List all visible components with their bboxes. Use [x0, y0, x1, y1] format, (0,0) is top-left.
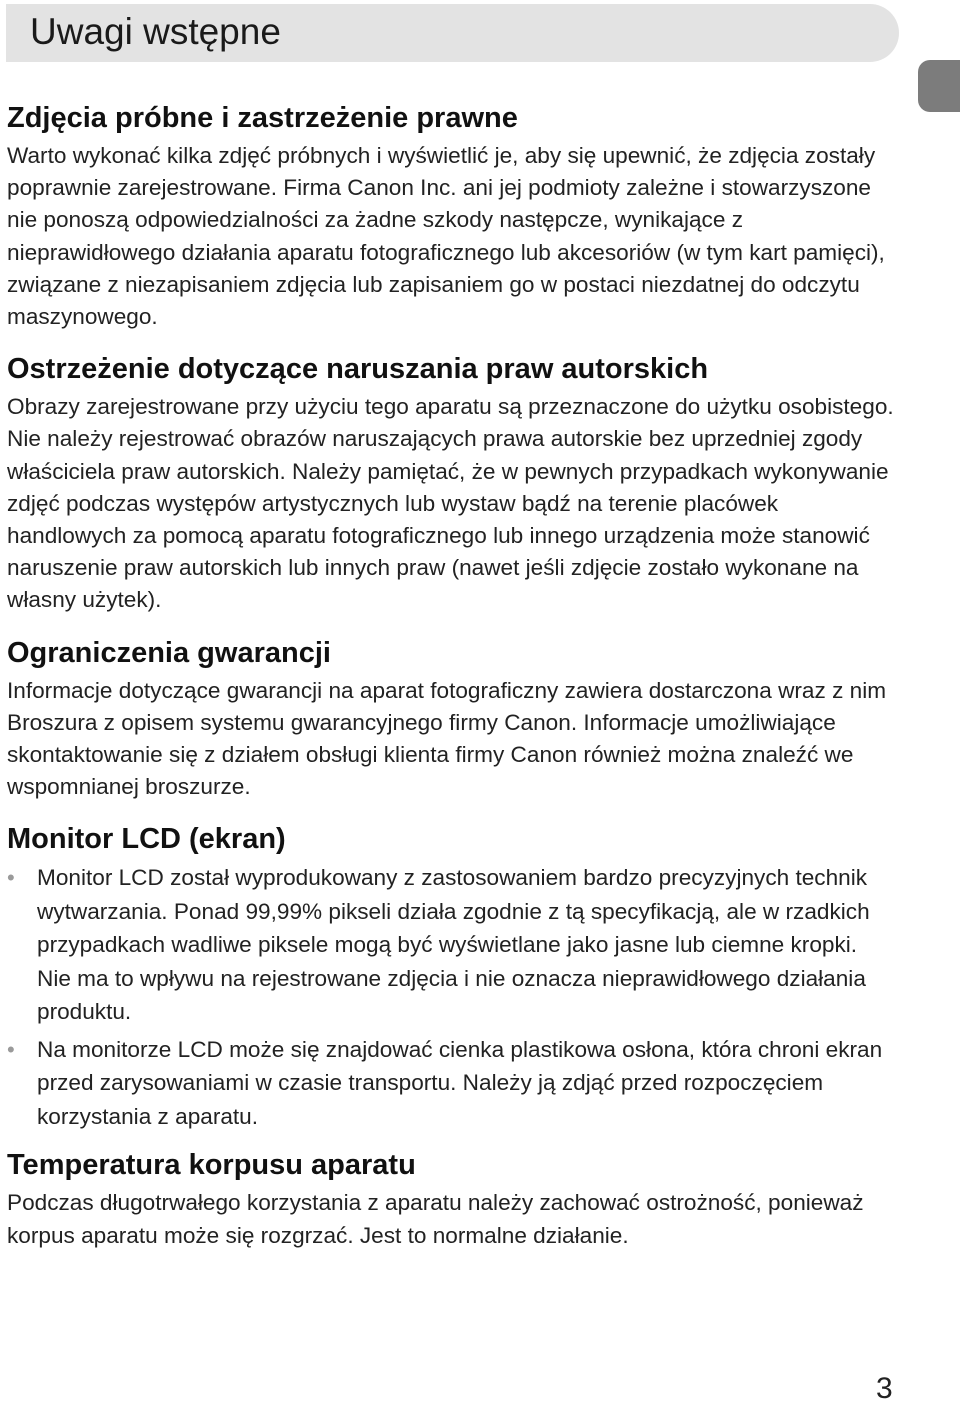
- page-number: 3: [876, 1372, 893, 1405]
- section-body: Obrazy zarejestrowane przy użyciu tego aparatu są przeznaczone do użytku osobistego. Nie należy rejestrować obrazów naruszających prawa autorskie bez uprzedniej zgody właściciela praw autorskich. Należy pamiętać, że w pewnych przypadkach wykonywanie zdjęć podczas występów artystycznych lub wystaw bądź na terenie placówek handlowych za pomocą aparatu fotograficznego lub innego urządzenia może stanowić naruszenie praw autorskich lub innych praw (nawet jeśli zdjęcie zostało wykonane na własny użytek).: [7, 394, 894, 613]
- section-lcd-monitor: [7, 817, 897, 1133]
- section-heading: Ograniczenia gwarancji: [7, 636, 331, 669]
- section-body: Informacje dotyczące gwarancji na aparat fotograficzny zawiera dostarczona wraz z nim Broszura z opisem systemu gwarancyjnego firmy Canon. Informacje umożliwiające skontaktowanie się z działem obsługi klienta firmy Canon również można znaleźć we wspomnianej broszurze.: [7, 677, 887, 800]
- page-title: Uwagi wstępne: [30, 11, 281, 52]
- list-item-text: Monitor LCD został wyprodukowany z zastosowaniem bardzo precyzyjnych technik wytwarzania. Ponad 99,99% pikseli działa zgodnie z tą specyfikacją, ale w rzadkich przypadkach wadliwe piksele mogą być wyświetlane jako jasne lub ciemne kropki. Nie ma to wpływu na rejestrowane zdjęcia i nie oznacza nieprawidłowego działania produktu.: [37, 865, 870, 1025]
- section-warranty-limits: [7, 631, 897, 804]
- list-item: [7, 1033, 897, 1134]
- section-heading: Temperatura korpusu aparatu: [7, 1149, 416, 1182]
- bullet-icon: •: [7, 1036, 15, 1062]
- section-body: Warto wykonać kilka zdjęć próbnych i wyświetlić je, aby się upewnić, że zdjęcia zostały poprawnie zarejestrowane. Firma Canon Inc. ani jej podmioty zależne i stowarzyszone nie ponoszą odpowiedzialności za żadne szkody następcze, wynikające z nieprawidłowego działania aparatu fotograficznego lub akcesoriów (w tym kart pamięci), związane z niezapisaniem zdjęcia lub zapisaniem go w postaci niezdatnej do odczytu maszynowego.: [7, 143, 885, 330]
- list-item: [7, 861, 897, 1029]
- section-copyright-warning: [7, 347, 897, 616]
- section-test-shots-disclaimer: [7, 96, 897, 333]
- list-item-text: Na monitorze LCD może się znajdować cienka plastikowa osłona, która chroni ekran przed zarysowaniami w czasie transportu. Należy ją zdjąć przed rozpoczęciem korzystania z aparatu.: [37, 1036, 883, 1129]
- content: [7, 96, 897, 1252]
- side-tab-marker: [918, 60, 960, 112]
- section-body: Podczas długotrwałego korzystania z aparatu należy zachować ostrożność, ponieważ korpus aparatu może się rozgrzać. Jest to normalne działanie.: [7, 1190, 864, 1248]
- section-heading: Ostrzeżenie dotyczące naruszania praw autorskich: [7, 353, 709, 386]
- title-bar: [6, 4, 899, 62]
- section-heading: Monitor LCD (ekran): [7, 823, 286, 856]
- section-body-temperature: [7, 1143, 897, 1251]
- section-heading: Zdjęcia próbne i zastrzeżenie prawne: [7, 102, 518, 134]
- bullet-icon: •: [7, 865, 15, 891]
- bullet-list: [7, 861, 897, 1133]
